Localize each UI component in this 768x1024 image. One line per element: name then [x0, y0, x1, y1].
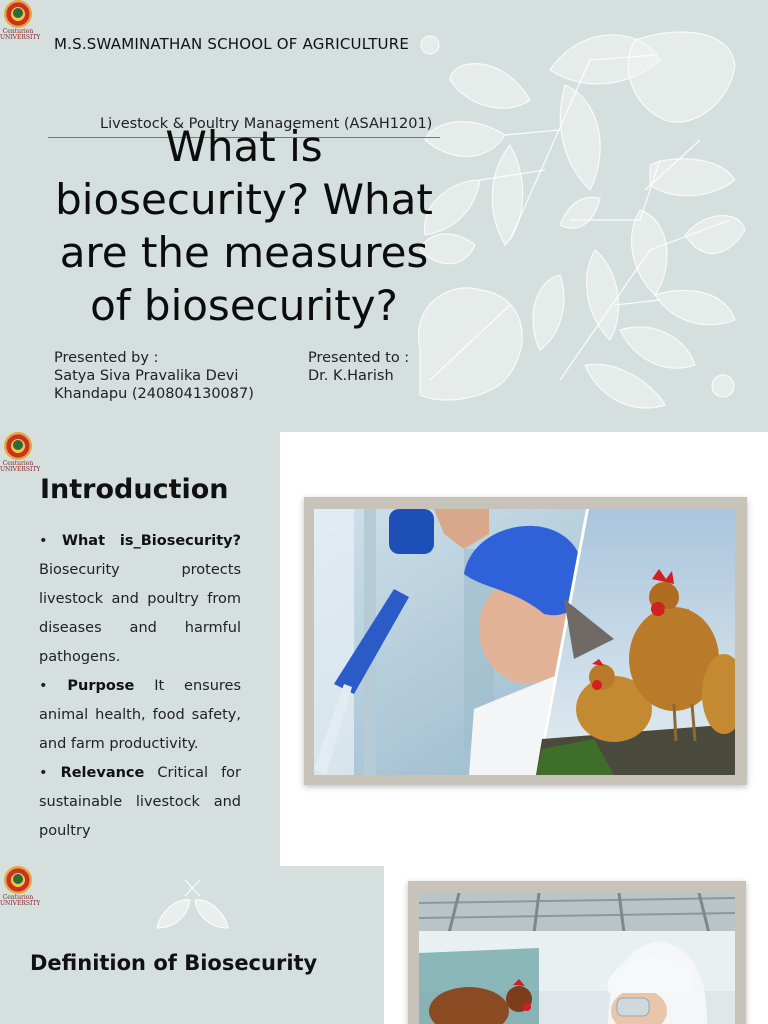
worker-in-protective-suit-photo-icon	[419, 893, 735, 1024]
logo-seal-icon	[4, 0, 32, 28]
definition-heading: Definition of Biosecurity	[30, 951, 318, 975]
point-term: Relevance	[60, 765, 145, 781]
lab-worker-and-chickens-photo-icon	[314, 509, 735, 775]
decorative-leaves-icon	[155, 878, 230, 933]
logo-seal-icon	[4, 432, 32, 460]
presented-to-label: Presented to :	[308, 350, 410, 366]
university-logo	[0, 432, 41, 473]
introduction-points	[39, 527, 241, 846]
course-title: Livestock & Poultry Management (ASAH1201)	[100, 116, 433, 132]
point-term: What is_Biosecurity?	[61, 533, 242, 549]
presenter-name: Satya Siva Pravalika Devi	[54, 368, 239, 384]
university-logo	[0, 0, 41, 41]
image-frame	[408, 881, 746, 1024]
bullet-point: • Purpose It ensures animal health, food safety, and farm productivity.	[39, 678, 241, 752]
university-logo	[0, 866, 41, 907]
bullet-point: • What is_Biosecurity? Biosecurity protects livestock and poultry from diseases and harmful pathogens.	[39, 533, 242, 665]
image-frame	[304, 497, 747, 785]
decorative-leaves-icon	[410, 20, 768, 420]
bullet-point: • Relevance Critical for sustainable livestock and poultry	[39, 765, 242, 839]
presenter-name-line2: Khandapu (240804130087)	[54, 386, 254, 402]
presented-to-block	[308, 349, 448, 385]
point-text: Biosecurity protects livestock and poultry from diseases and harmful pathogens.	[39, 562, 241, 665]
presented-by-block	[54, 349, 294, 403]
introduction-heading: Introduction	[40, 474, 229, 505]
recipient-name: Dr. K.Harish	[308, 368, 394, 384]
slide-title: What is biosecurity? What are the measures of biosecurity?	[55, 122, 433, 330]
school-name: M.S.SWAMINATHAN SCHOOL OF AGRICULTURE	[54, 35, 410, 53]
point-text: Critical for sustainable livestock and poultry	[39, 765, 242, 839]
point-text: It ensures animal health, food safety, and farm productivity.	[39, 678, 241, 752]
definition-slide	[0, 866, 768, 1024]
introduction-slide	[0, 432, 768, 866]
logo-wordmark: Centurion UNIVERSITY	[0, 894, 41, 907]
title-slide	[0, 0, 768, 432]
logo-wordmark: Centurion UNIVERSITY	[0, 28, 41, 41]
presented-by-label: Presented by :	[54, 350, 159, 366]
point-term: Purpose	[67, 678, 135, 694]
logo-wordmark: Centurion UNIVERSITY	[0, 460, 41, 473]
logo-seal-icon	[4, 866, 32, 894]
